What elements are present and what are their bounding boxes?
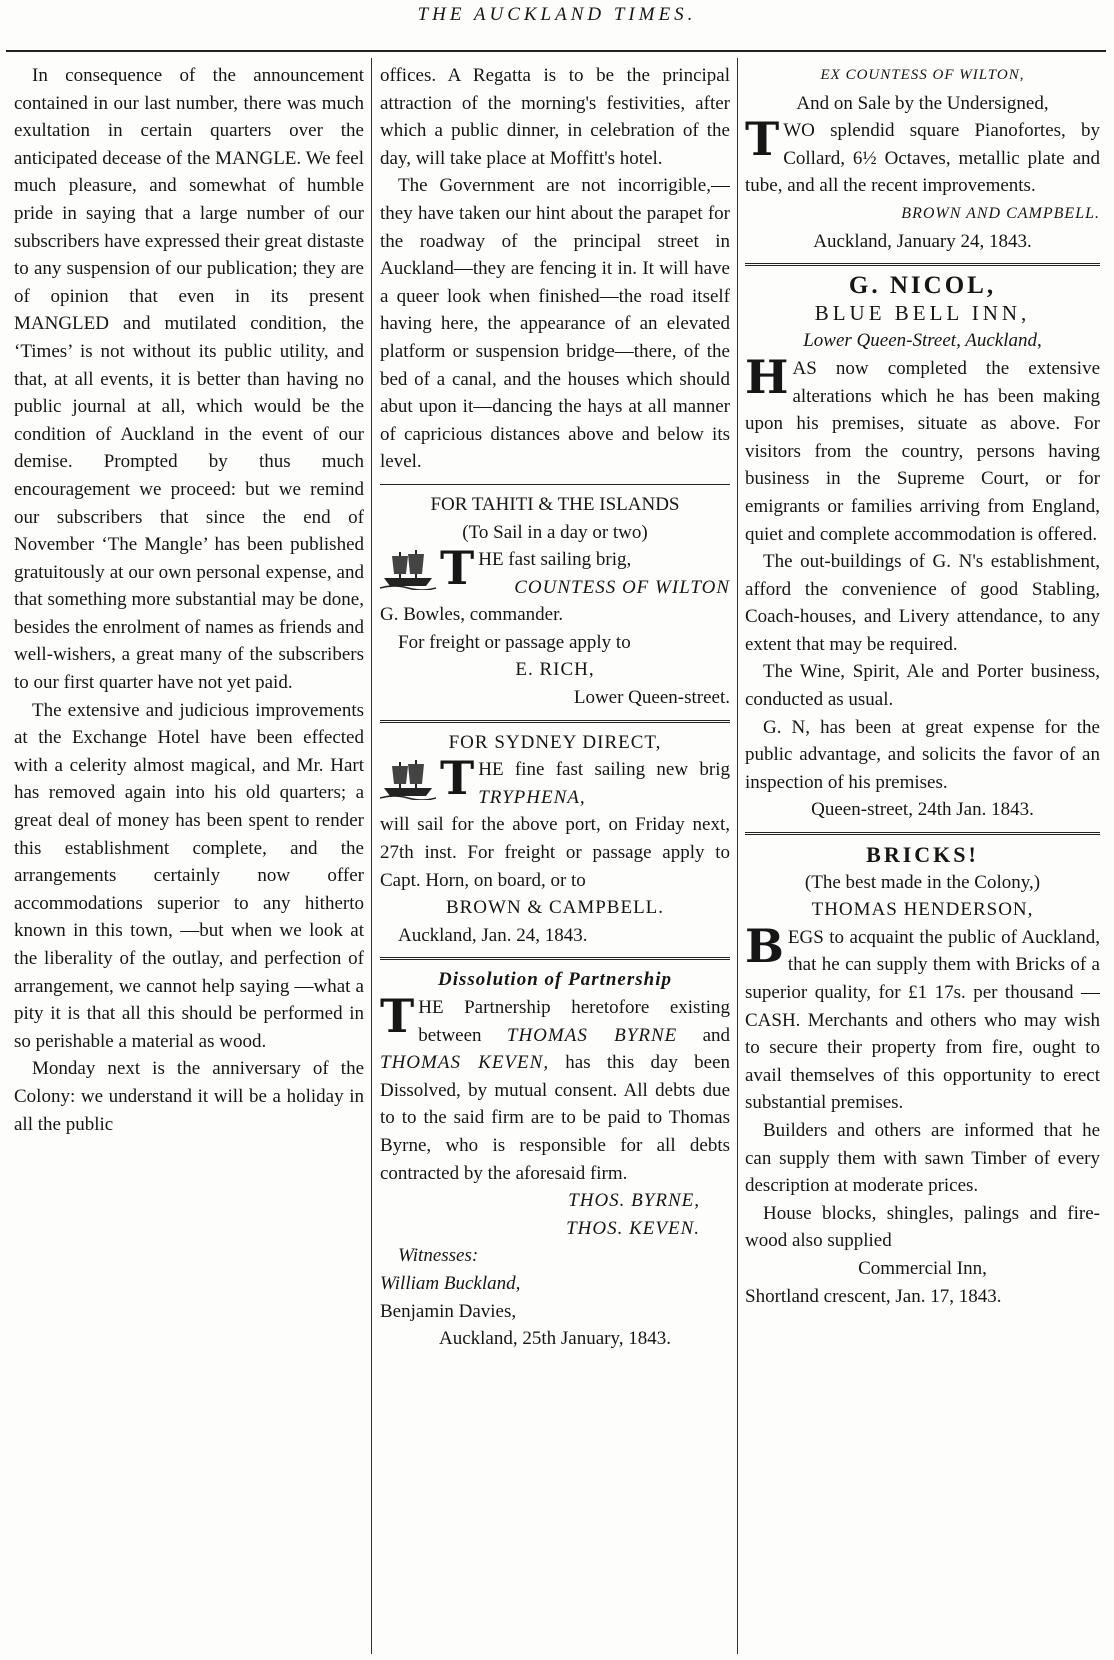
witness-label: Witnesses: xyxy=(398,1245,479,1267)
top-rule xyxy=(6,50,1106,52)
partner-name: THOMAS KEVEN, xyxy=(380,1052,550,1074)
ad-heading: FOR TAHITI & THE ISLANDS xyxy=(430,493,680,515)
ad-heading: BRICKS! xyxy=(866,842,979,868)
ad-address: Lower Queen-street. xyxy=(573,687,730,709)
ad-text: EGS to acquaint the public of Auckland, that he can supply them with Bricks of a superior quality, for £1 17s. per thousand —CASH. Merchants and others who may wish to secure their property from fire, ought to avail themselves of this opportunity to erect substantial premises. xyxy=(745,926,1100,1114)
ad-text: will sail for the above port, on Friday next, 27th inst. For freight or passage apply to Capt. Horn, on board, or to xyxy=(380,814,730,891)
ad-sydney xyxy=(380,729,730,950)
drop-cap: T xyxy=(380,989,415,1043)
ad-address: Lower Queen-Street, Auckland, xyxy=(803,330,1042,352)
drop-cap: H xyxy=(745,349,789,404)
ad-heading: FOR SYDNEY DIRECT, xyxy=(448,731,662,753)
ad-blue-bell-inn xyxy=(745,272,1100,824)
news-paragraph: The Government are not incorrigible,—they have taken our hint about the parapet for the roadway of the principal street in Auckland—they are fencing it in. It will have a queer look when finished—the road itself having here, the appearance of an elevated platform or suspension bridge—there, of the bed of a canal, and the houses which should abut upon it—dancing the hays at all manner of capricious distances above and below its level. xyxy=(380,175,730,473)
ad-divider xyxy=(745,263,1100,266)
ship-icon xyxy=(380,756,436,800)
signature: BROWN AND CAMPBELL. xyxy=(901,204,1100,222)
ad-text: G. N, has been at great expense for the public advantage, and solicits the favor of an inspection of his premises. xyxy=(745,716,1100,793)
column-news-ads xyxy=(380,62,730,1652)
ad-heading: Dissolution of Partnership xyxy=(438,969,672,991)
ad-text: G. Bowles, commander. xyxy=(380,604,564,626)
ad-date: Queen-street, 24th Jan. 1843. xyxy=(811,799,1034,821)
ad-advertiser: THOMAS HENDERSON, xyxy=(811,899,1034,921)
signature: THOS. KEVEN. xyxy=(566,1217,700,1239)
ad-pianos xyxy=(745,62,1100,255)
ad-subheading: (To Sail in a day or two) xyxy=(462,521,648,543)
ad-date: Auckland, Jan. 24, 1843. xyxy=(398,924,588,946)
ad-text: WO splendid square Pianofortes, by Collard, 6½ Octaves, metallic plate and tube, and all the recent improvements. xyxy=(745,120,1100,197)
ad-divider xyxy=(745,832,1100,835)
ad-text: AS now completed the extensive alterations which he has been making upon his premises, situate as above. For visitors from the country, persons having business in the Supreme Court, or for emigrants or families arriving from England, quiet and complete accommodation is offered. xyxy=(745,357,1100,545)
drop-cap: T xyxy=(440,751,475,806)
ad-divider xyxy=(380,957,730,960)
ad-text: House blocks, shingles, palings and fire-wood also supplied xyxy=(745,1202,1100,1252)
ad-bricks xyxy=(745,841,1100,1310)
ad-divider xyxy=(380,484,730,485)
ad-text: For freight or passage apply to xyxy=(398,631,631,653)
witness-name: William Buckland, xyxy=(380,1272,521,1294)
ship-name: TRYPHENA, xyxy=(478,786,586,808)
inn-name: BLUE BELL INN, xyxy=(814,300,1031,325)
ad-text: HE Partnership heretofore existing between xyxy=(418,997,730,1046)
news-paragraph: offices. A Regatta is to be the principal attraction of the morning's festivities, after which a public dinner, in celebration of the day, will take place at Moffitt's hotel. xyxy=(380,65,730,169)
ad-text: The Wine, Spirit, Ale and Porter business, conducted as usual. xyxy=(745,661,1100,711)
witness-name: Benjamin Davies, xyxy=(380,1300,517,1322)
ad-heading: EX COUNTESS OF WILTON, xyxy=(820,67,1025,83)
ad-subheading: And on Sale by the Undersigned, xyxy=(796,92,1049,114)
ad-text: has this day been Dissolved, by mutual consent. All debts due to to the said firm are to be paid to Thomas Byrne, who is responsible for all debts contracted by the aforesaid firm. xyxy=(380,1052,730,1184)
ship-icon xyxy=(380,546,436,590)
column-ads xyxy=(745,62,1100,1652)
ship-name: COUNTESS OF WILTON xyxy=(514,576,730,598)
editorial-paragraph: Monday next is the anniversary of the Colony: we understand it will be a holiday in all the public xyxy=(14,1058,364,1135)
drop-cap: T xyxy=(440,541,475,596)
ad-text: HE fine fast sailing new brig xyxy=(478,759,730,781)
column-divider xyxy=(371,58,372,1654)
ad-date: Auckland, January 24, 1843. xyxy=(813,230,1032,252)
editorial-paragraph: The extensive and judicious improvements at the Exchange Hotel have been effected with a celerity almost magical, and Mr. Hart has removed again into his old quarters; a great deal of money has been spent to render this establishment complete, and the arrangements certainly now offer accommodations superior to any hitherto known in this town, —but when we look at the liberality of the outlay, and perfection of arrangement, we cannot help saying —what a pity it is that all this should be performed in so perishable a material as wood. xyxy=(14,699,364,1052)
ad-place: Commercial Inn, xyxy=(858,1257,987,1279)
ad-subheading: (The best made in the Colony,) xyxy=(804,871,1041,893)
column-divider xyxy=(737,58,738,1654)
ad-divider xyxy=(380,720,730,723)
ad-agent: E. RICH, xyxy=(515,659,595,681)
partner-name: THOMAS BYRNE xyxy=(506,1024,678,1046)
signature: THOS. BYRNE, xyxy=(568,1190,700,1212)
ad-date: Auckland, 25th January, 1843. xyxy=(439,1328,671,1350)
ad-text: The out-buildings of G. N's establishment, afford the convenience of good Stabling, Coach-houses, and Livery attendance, to any extent that may be required. xyxy=(745,551,1100,655)
column-editorial xyxy=(14,62,364,1652)
ad-heading: G. NICOL, xyxy=(848,272,997,300)
ad-text: Builders and others are informed that he can supply them with sawn Timber of every description at moderate prices. xyxy=(745,1119,1100,1197)
ad-text: HE fast sailing brig, xyxy=(478,549,632,571)
drop-cap: B xyxy=(745,918,784,973)
ad-date: Shortland crescent, Jan. 17, 1843. xyxy=(745,1285,1002,1307)
ad-agent: BROWN & CAMPBELL. xyxy=(445,897,665,919)
ad-dissolution xyxy=(380,966,730,1352)
ad-text: and xyxy=(702,1024,730,1046)
ad-tahiti xyxy=(380,491,730,712)
drop-cap: T xyxy=(745,112,780,167)
editorial-paragraph: In consequence of the announcement contained in our last number, there was much exultation in certain quarters over the anticipated decease of the MANGLE. We feel much pleasure, and somewhat of humble pride in saying that a large number of our subscribers have expressed their great distaste to any suspension of our publication; they are of opinion that even in its present MANGLED and mutilated condition, the ‘Times’ is not without its public utility, and that, at all events, it is better than having no public journal at all, which would be the condition of Auckland in the event of our demise. Prompted by thus much encouragement we proceed: but we remind our subscribers that since the end of November ‘The Mangle’ has been published gratuitously at our own personal expense, and that something more substantial may be done, besides the enrolment of names as friends and well-wishers, a great many of the subscribers to our first quarter have not yet paid. xyxy=(14,65,364,694)
masthead-title: THE AUCKLAND TIMES. xyxy=(417,4,697,25)
